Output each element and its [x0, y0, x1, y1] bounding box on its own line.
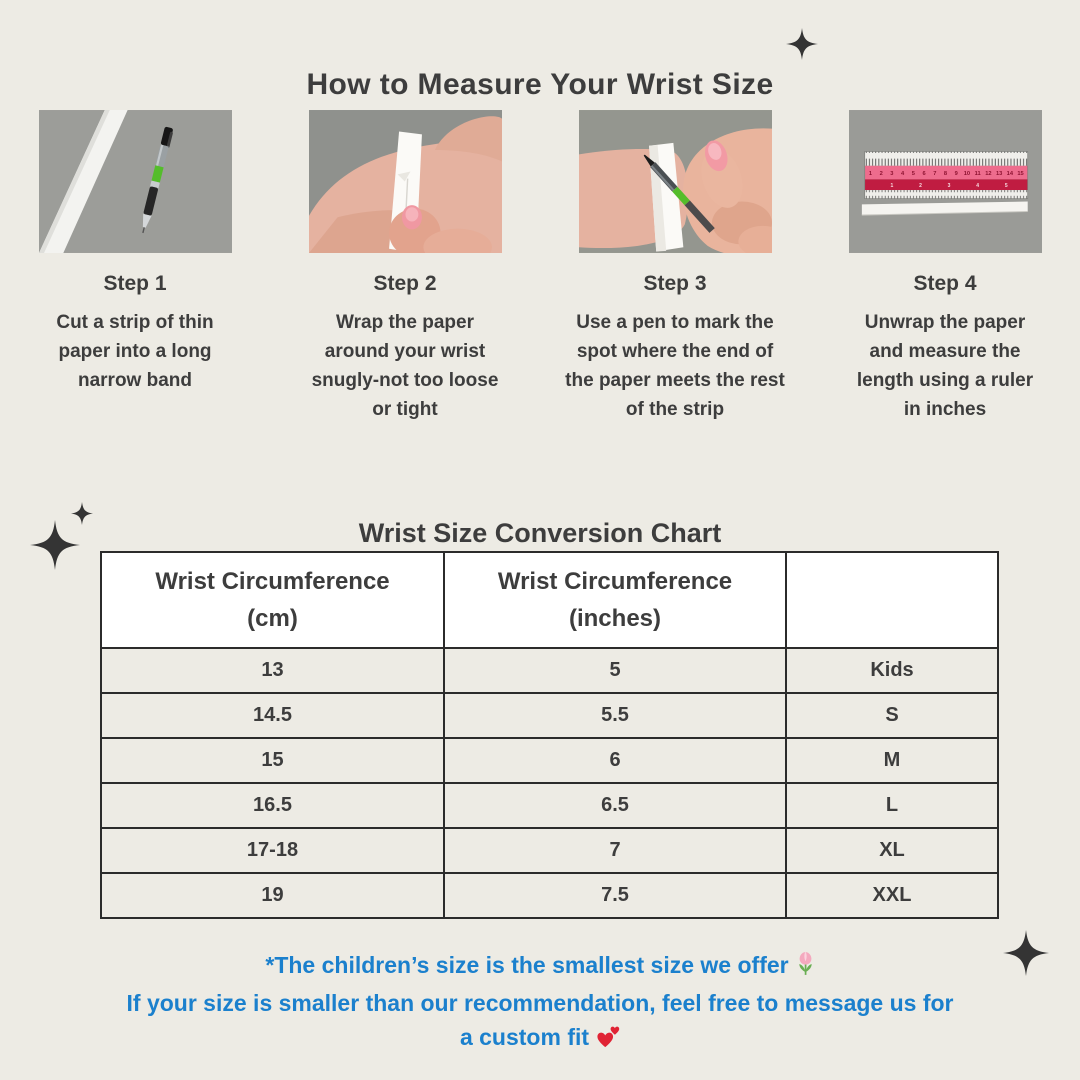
step-4-label: Step 4	[913, 272, 977, 295]
cell-size: M	[786, 738, 998, 783]
table-row	[101, 828, 998, 873]
table-header-size	[786, 552, 998, 648]
table-row	[101, 693, 998, 738]
table-row	[101, 783, 998, 828]
svg-text:3: 3	[947, 183, 950, 190]
cell-size: S	[786, 693, 998, 738]
table-row	[101, 648, 998, 693]
steps-row	[0, 110, 1080, 424]
cell-size: L	[786, 783, 998, 828]
step-3-photo-mark-paper-with-pen-image	[579, 110, 772, 253]
svg-text:4: 4	[975, 183, 979, 190]
sparkle-icon	[786, 27, 818, 61]
step-4-photo-ruler-measuring-image	[849, 110, 1042, 253]
wrist-size-conversion-table	[100, 551, 999, 919]
table-row	[101, 738, 998, 783]
cell-cm: 14.5	[101, 693, 444, 738]
table-header-cm: Wrist Circumference (cm)	[101, 552, 444, 648]
step-3-column	[540, 110, 810, 424]
svg-text:5: 5	[911, 171, 915, 178]
footer-notes	[0, 948, 1080, 1058]
table-row	[101, 873, 998, 918]
conversion-chart-title: Wrist Size Conversion Chart	[358, 518, 722, 549]
cell-inches: 6	[444, 738, 786, 783]
sparkle-icon	[1003, 930, 1049, 976]
step-3-description: Use a pen to mark the spot where the end of the paper meets the rest of the strip	[565, 312, 785, 420]
cell-inches: 5.5	[444, 693, 786, 738]
svg-text:6: 6	[921, 171, 926, 178]
svg-text:1: 1	[868, 171, 872, 178]
cell-inches: 5	[444, 648, 786, 693]
step-1-label: Step 1	[103, 272, 167, 295]
table-header-row	[101, 552, 998, 648]
cell-cm: 15	[101, 738, 444, 783]
svg-text:7: 7	[932, 171, 936, 178]
ruler-icon	[864, 151, 1027, 198]
svg-text:8: 8	[943, 171, 947, 178]
svg-text:15: 15	[1016, 171, 1024, 178]
cell-cm: 19	[101, 873, 444, 918]
two-hearts-icon	[596, 1024, 620, 1058]
svg-text:11: 11	[974, 171, 981, 178]
svg-text:2: 2	[918, 183, 922, 190]
cell-cm: 13	[101, 648, 444, 693]
step-1-photo-paper-strip-and-pen-image	[39, 110, 232, 253]
svg-text:4: 4	[900, 171, 904, 178]
step-2-description: Wrap the paper around your wrist snugly-not too loose or tight	[311, 312, 499, 420]
cell-size: XXL	[786, 873, 998, 918]
footer-line-2: If your size is smaller than our recommendation, feel free to message us for	[126, 990, 954, 1016]
svg-text:12: 12	[984, 171, 992, 178]
step-2-column	[270, 110, 540, 424]
svg-text:10: 10	[963, 171, 970, 178]
cell-cm: 17-18	[101, 828, 444, 873]
page-title: How to Measure Your Wrist Size	[306, 68, 774, 102]
step-2-label: Step 2	[373, 272, 437, 295]
step-4-description: Unwrap the paper and measure the length using a ruler in inches	[856, 312, 1034, 420]
svg-text:5: 5	[1004, 183, 1008, 190]
svg-text:13: 13	[995, 171, 1002, 178]
svg-text:3: 3	[889, 171, 893, 178]
step-2-photo-wrap-paper-around-wrist-image	[309, 110, 502, 253]
step-1-column	[0, 110, 270, 424]
svg-text:14: 14	[1006, 171, 1013, 178]
svg-text:9: 9	[954, 171, 958, 178]
footer-line-1: *The children’s size is the smallest size we offer	[0, 948, 1080, 986]
cell-inches: 7	[444, 828, 786, 873]
table-header-inches: Wrist Circumference (inches)	[444, 552, 786, 648]
cell-size: XL	[786, 828, 998, 873]
cell-cm: 16.5	[101, 783, 444, 828]
step-3-label: Step 3	[643, 272, 707, 295]
cell-inches: 6.5	[444, 783, 786, 828]
cell-inches: 7.5	[444, 873, 786, 918]
tulip-icon	[796, 950, 815, 986]
svg-text:2: 2	[879, 171, 883, 178]
footer-line-3: a custom fit	[0, 1020, 1080, 1058]
cell-size: Kids	[786, 648, 998, 693]
step-4-column	[810, 110, 1080, 424]
svg-text:1: 1	[889, 183, 893, 190]
step-1-description: Cut a strip of thin paper into a long narrow band	[56, 312, 214, 391]
